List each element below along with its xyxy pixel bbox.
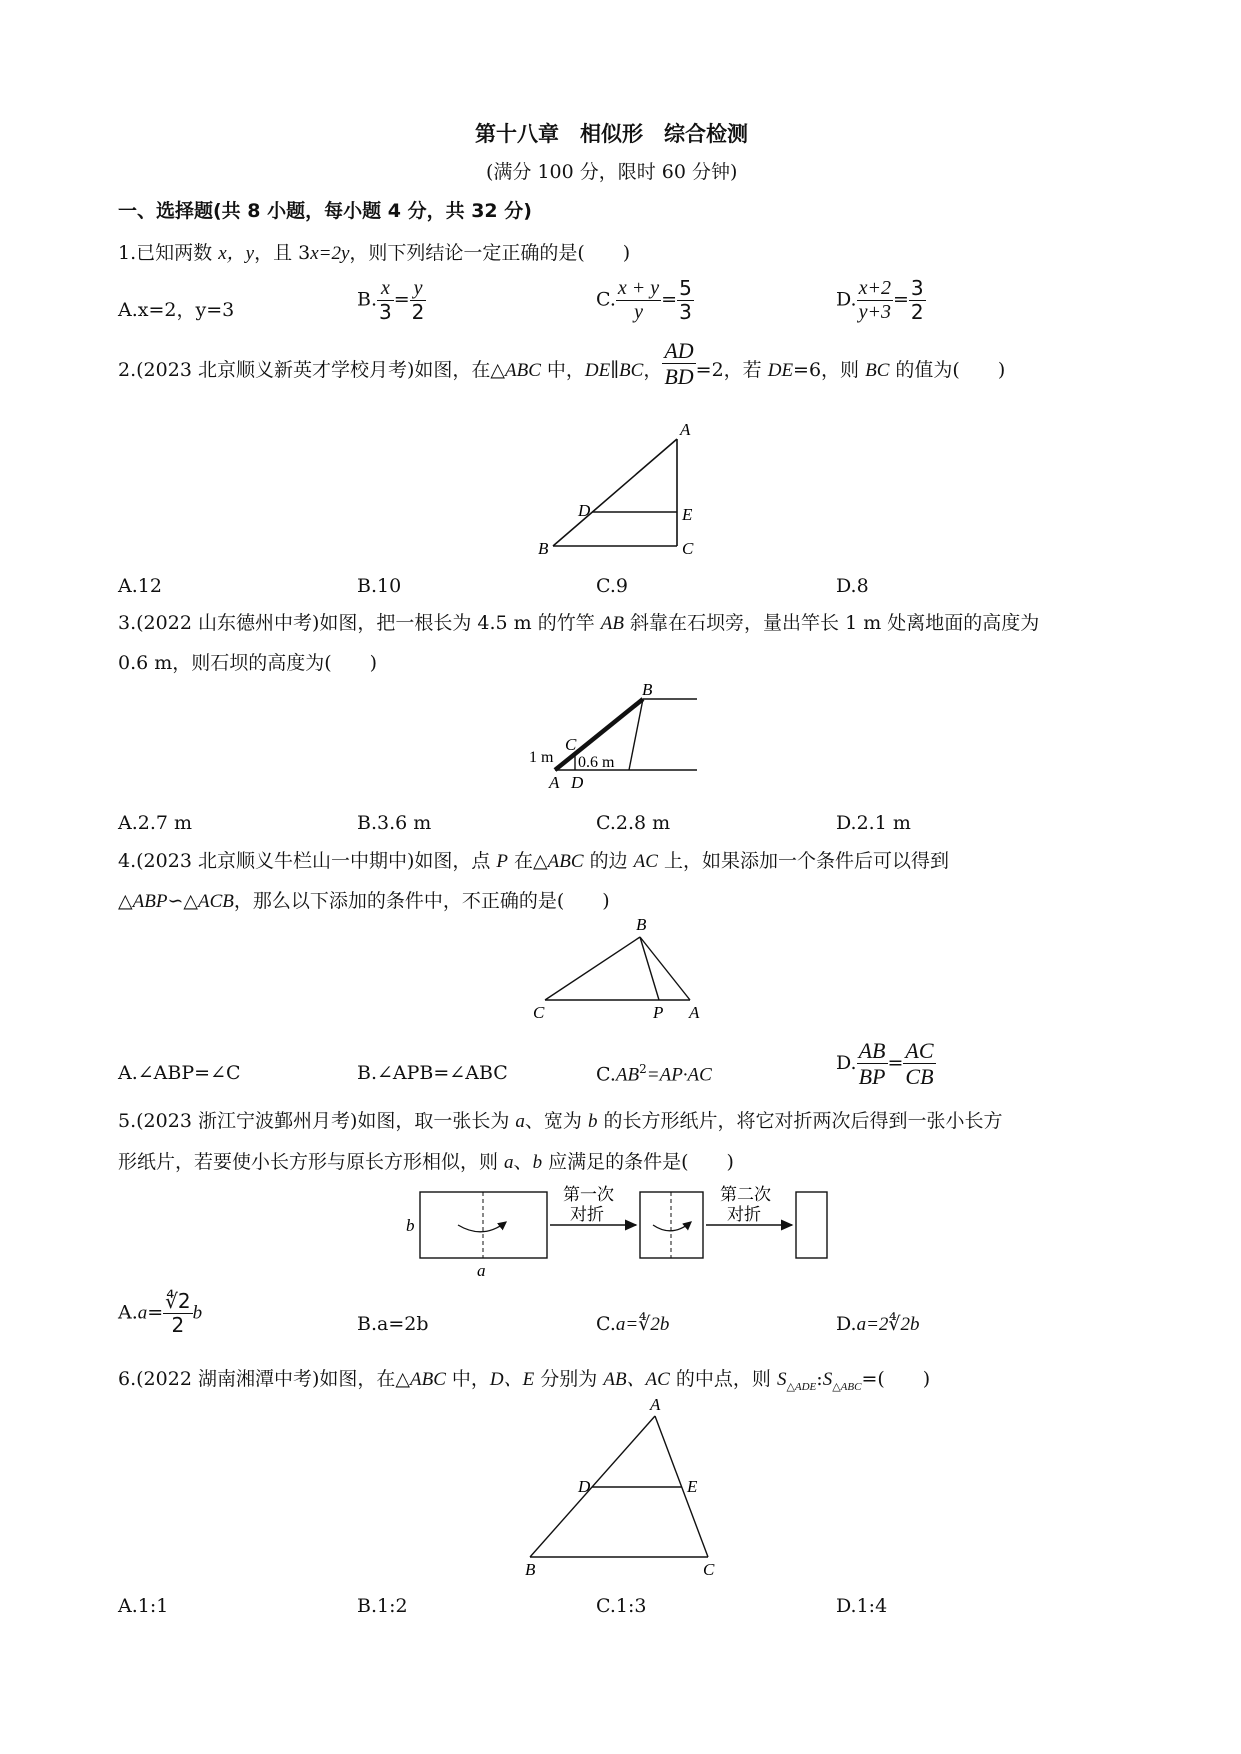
question-2-stem: 2.(2023 北京顺义新英才学校月考)如图，在△ABC 中，DE∥BC， $\frac{AD}{BD}$ =2，若 DE=6，则 BC 的值为( ) — [118, 338, 1006, 390]
page-title: 第十八章 相似形 综合检测 — [475, 122, 748, 146]
question-5-option-a: A.a= $\frac{∜2}{2}$ b — [118, 1289, 203, 1337]
question-1-option-b: B. $\frac{x}{3}$ = $\frac{y}{2}$ — [357, 277, 425, 324]
label-a: A — [689, 1003, 700, 1022]
question-3-option-c: C.2.8 m — [596, 812, 671, 834]
label-p: P — [653, 1003, 664, 1022]
label-second-fold-line1: 第二次 — [720, 1185, 771, 1204]
question-3-stem-line1: 3.(2022 山东德州中考)如图，把一根长为 4.5 m 的竹竿 AB 斜靠在石坝旁，量出竿长 1 m 处离地面的高度为 — [118, 612, 1040, 634]
question-1-option-c: C. $\frac{x + y}{y}$ = $\frac{5}{3}$ — [596, 276, 692, 324]
question-2-option-b: B.10 — [357, 575, 402, 597]
label-0-6m: 0.6 m — [578, 754, 615, 771]
question-6-option-a: A.1:1 — [118, 1595, 169, 1617]
question-3-option-a: A.2.7 m — [118, 812, 193, 834]
label-e: E — [682, 505, 693, 524]
question-2-figure — [530, 420, 720, 555]
question-6-option-b: B.1:2 — [357, 1595, 408, 1617]
question-2-option-a: A.12 — [118, 575, 162, 597]
question-2-option-d: D.8 — [836, 575, 869, 597]
label-c: C — [565, 735, 577, 754]
label-first-fold-line2: 对折 — [570, 1205, 604, 1224]
question-3-option-b: B.3.6 m — [357, 812, 432, 834]
page-subtitle: (满分 100 分，限时 60 分钟) — [486, 161, 738, 183]
label-b: b — [406, 1216, 415, 1235]
question-4-option-c: $C.AB^2=AP\cdot AC$ — [596, 1062, 712, 1086]
question-6-stem: 6.(2022 湖南湘潭中考)如图，在△ABC 中，D、E 分别为 AB、AC 的中点，则 $S_{\triangle ADE}:S_{\triangle ABC}=$( ) — [118, 1368, 931, 1393]
question-5-option-b: B.a=2b — [357, 1313, 429, 1335]
label-a: A — [549, 773, 560, 792]
label-a: a — [477, 1261, 486, 1278]
question-5-stem-line2: 形纸片，若要使小长方形与原长方形相似，则 a、b 应满足的条件是( ) — [118, 1151, 734, 1173]
question-4-option-b: B.∠APB=∠ABC — [357, 1062, 508, 1084]
line-bp — [640, 937, 659, 1000]
question-1-option-d: D. $\frac{x+2}{y+3}$ = $\frac{3}{2}$ — [836, 276, 924, 324]
label-first-fold-line1: 第一次 — [563, 1185, 614, 1204]
line-ab — [553, 439, 677, 546]
question-4-stem-line1: 4.(2023 北京顺义牛栏山一中期中)如图，点 P 在△ABC 的边 AC 上，如果添加一个条件后可以得到 — [118, 850, 949, 872]
question-4-option-d: D. $\frac{AB}{BP}$ = $\frac{AC}{CB}$ — [836, 1038, 934, 1090]
question-1-option-a: A.x=2，y=3 — [118, 299, 235, 321]
fold-arrow-1 — [458, 1222, 506, 1232]
question-1-stem: 1.已知两数 x，y，且 3x=2y，则下列结论一定正确的是( ) — [118, 242, 631, 264]
label-b: B — [525, 1560, 536, 1579]
label-d: D — [578, 1477, 591, 1496]
label-b: B — [642, 680, 653, 699]
label-b: B — [538, 539, 549, 555]
question-5-option-c: C.a=∜2b — [596, 1313, 670, 1335]
label-c: C — [703, 1560, 715, 1579]
question-5-option-d: D.a=2∜2b — [836, 1313, 920, 1335]
line-ba — [640, 937, 690, 1000]
label-a: A — [680, 420, 691, 439]
question-5-figure — [400, 1180, 840, 1278]
label-1m: 1 m — [529, 749, 554, 766]
question-6-option-d: D.1:4 — [836, 1595, 888, 1617]
section-heading: 一、选择题(共 8 小题，每小题 4 分，共 32 分) — [118, 200, 532, 222]
question-6-figure — [515, 1395, 730, 1580]
question-4-figure — [525, 912, 715, 1022]
question-3-stem-line2: 0.6 m，则石坝的高度为( ) — [118, 652, 378, 674]
label-second-fold-line2: 对折 — [727, 1205, 761, 1224]
question-2-option-c: C.9 — [596, 575, 628, 597]
label-d: D — [571, 773, 584, 792]
label-c: C — [533, 1003, 545, 1022]
label-d: D — [578, 501, 591, 520]
fold-arrow-2 — [653, 1222, 691, 1231]
question-6-option-c: C.1:3 — [596, 1595, 647, 1617]
line-cb — [545, 937, 640, 1000]
label-e: E — [687, 1477, 698, 1496]
question-5-stem-line1: 5.(2023 浙江宁波鄞州月考)如图，取一张长为 a、宽为 b 的长方形纸片，将它对折两次后得到一张小长方 — [118, 1110, 1003, 1132]
label-b: B — [636, 915, 647, 934]
question-4-stem-line2: △ABP∽△ACB，那么以下添加的条件中，不正确的是( ) — [118, 890, 610, 912]
question-3-option-d: D.2.1 m — [836, 812, 911, 834]
label-a: A — [650, 1395, 661, 1414]
question-4-option-a: A.∠ABP=∠C — [118, 1062, 241, 1084]
question-3-figure — [525, 680, 705, 795]
small-rectangle — [796, 1192, 827, 1258]
label-c: C — [682, 539, 694, 555]
